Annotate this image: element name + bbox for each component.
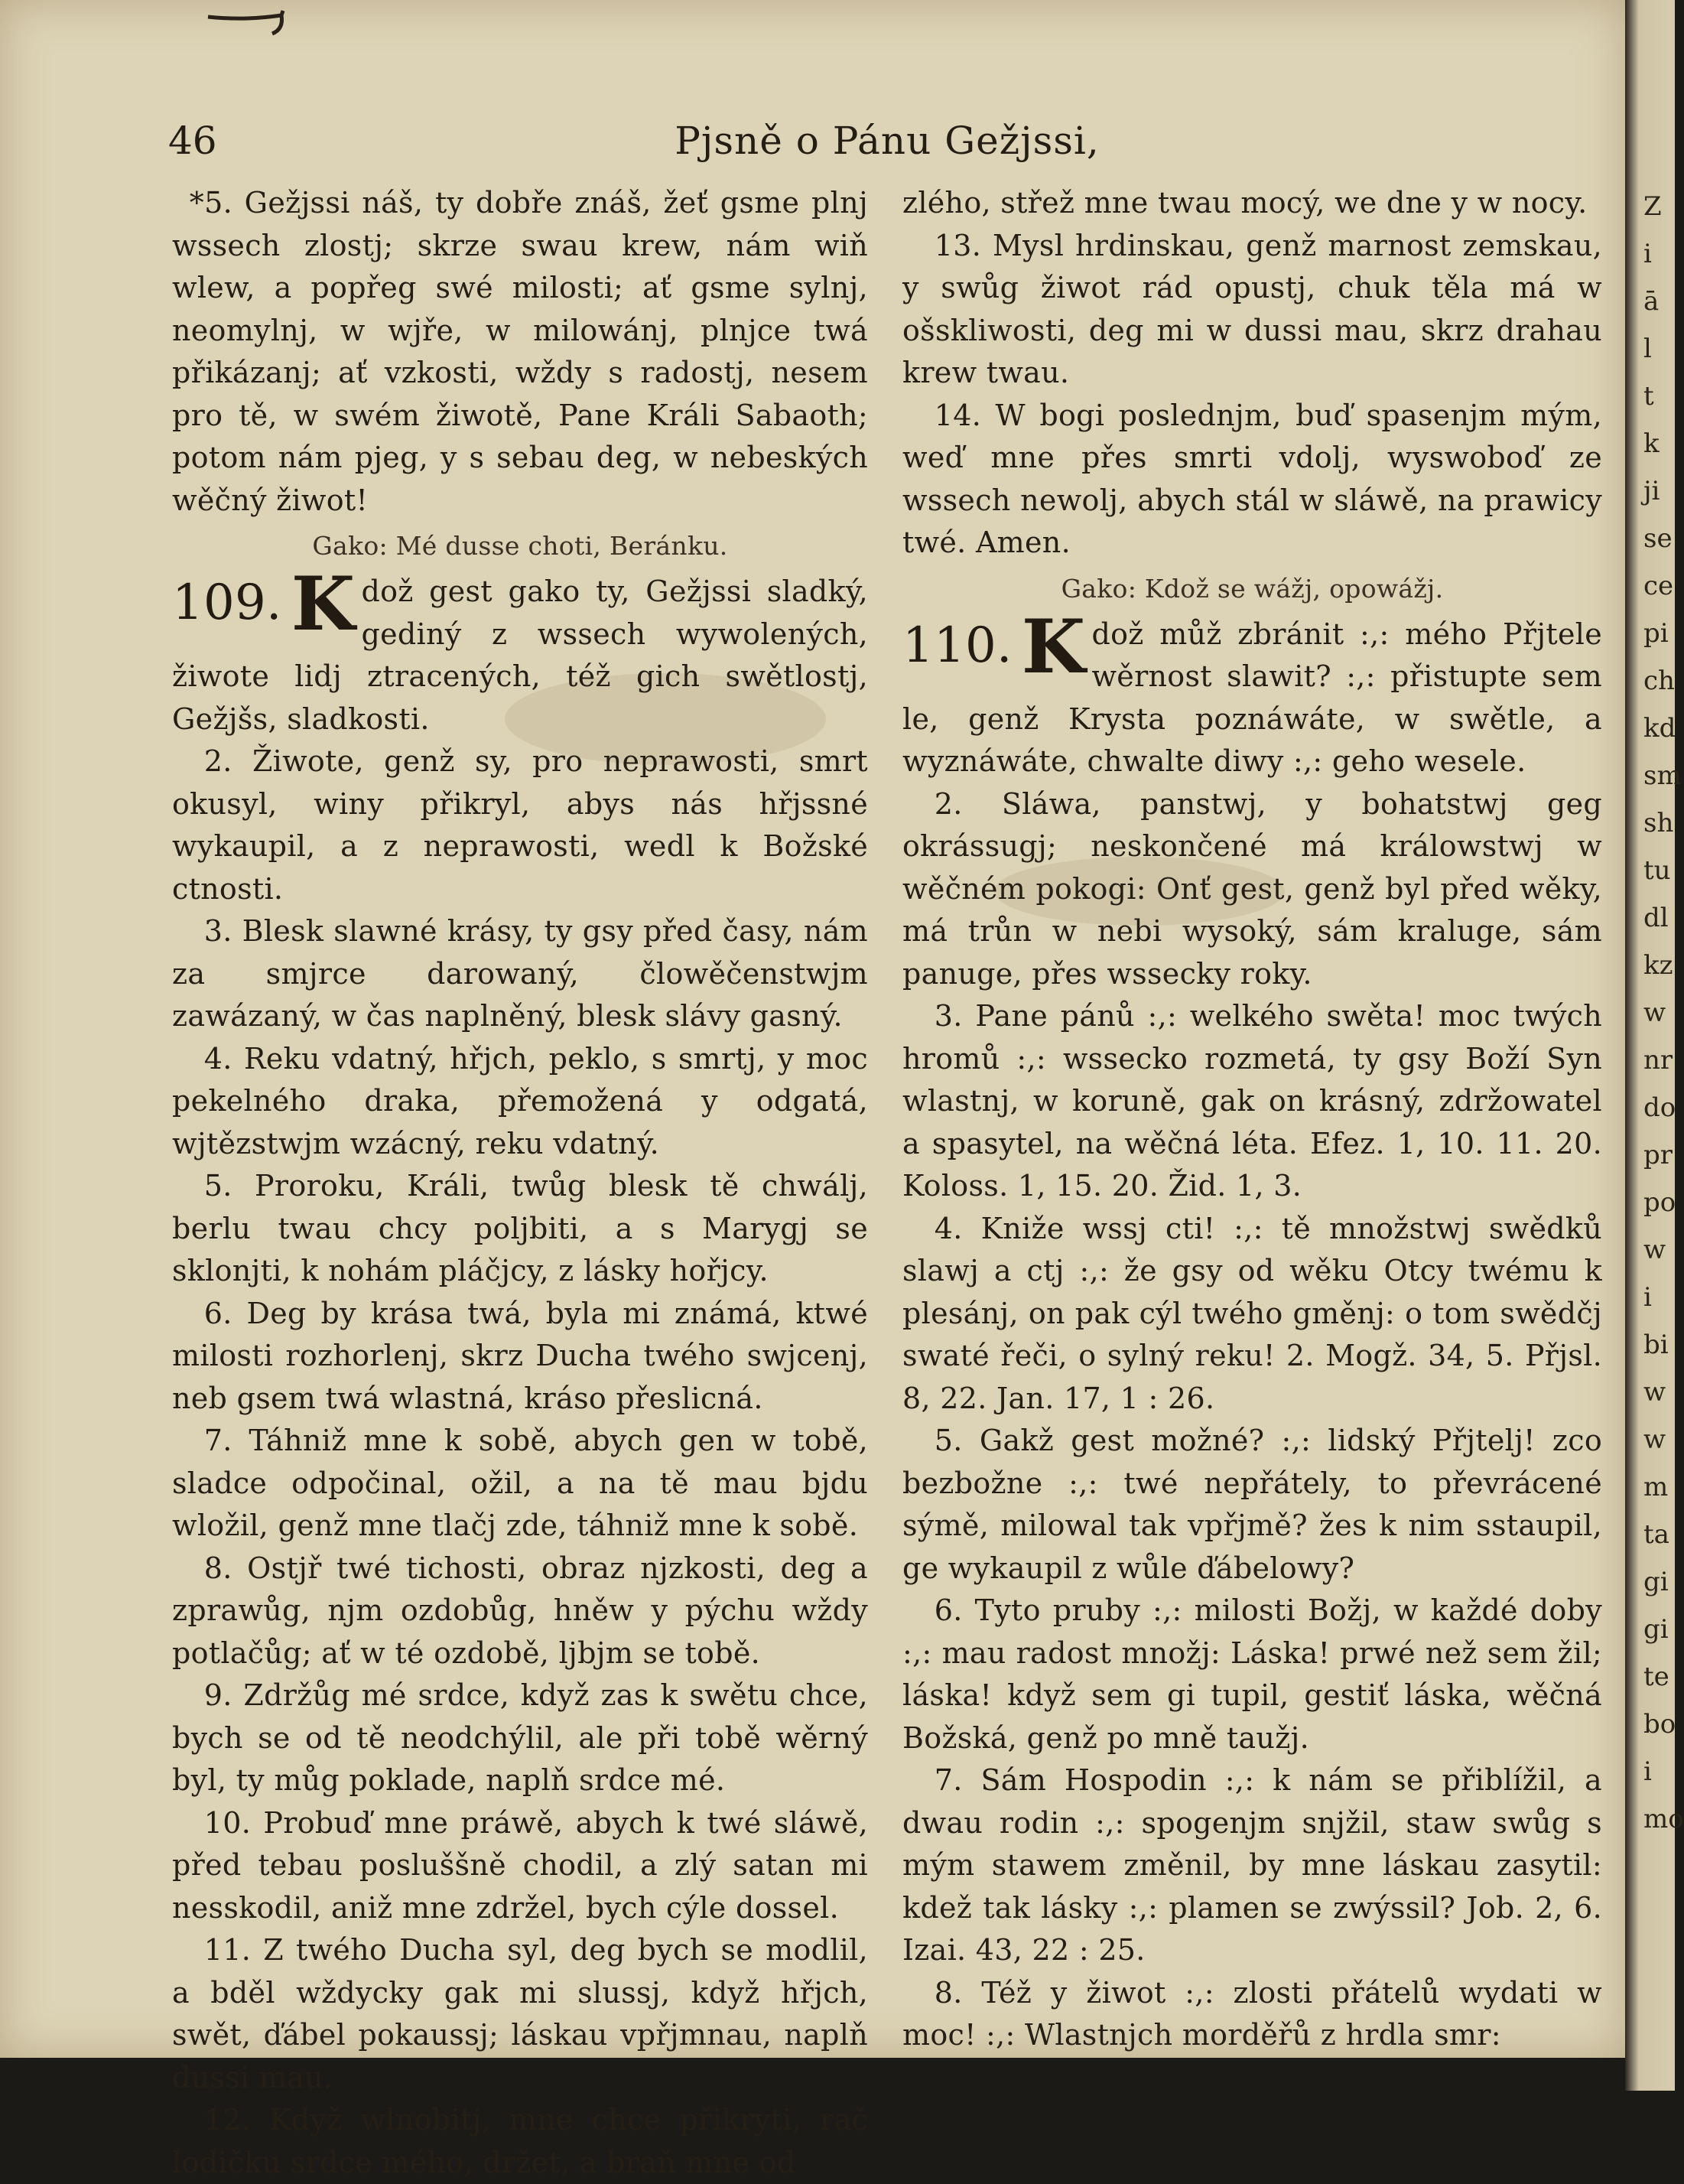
- next-page-fragment: i: [1643, 1756, 1652, 1787]
- stanza: 2. Žiwote, genž sy, pro neprawosti, smrt okusyl, winy přikryl, abys nás hřjssné wykaupil, a z neprawosti, wedl k Božské ctnosti.: [172, 744, 868, 906]
- next-page-fragment: bo: [1643, 1709, 1676, 1740]
- next-page-fragment: ā: [1643, 286, 1660, 317]
- stanza: 5. Gakž gest možné? :,: lidský Přjtelj! zco bezbožne :,: twé nepřátely, to převrácené sýmě, milowal tak vpřjmě? žes k nim sstaupil, ge wykaupil z wůle ďábelowy?: [902, 1424, 1602, 1585]
- hymn-first-stanza: dož můž zbránit :,: mého Přjtele wěrnost slawit? :,: přistupte sem le, genž Krysta poznáwáte, w swětle, a wyznáwáte, chwalte diwy :,: geho wesele.: [902, 617, 1602, 778]
- next-page-fragment: w: [1643, 998, 1666, 1028]
- next-page-fragment: mo: [1643, 1804, 1684, 1834]
- next-page-fragment: ch: [1643, 666, 1675, 696]
- stanza: 7. Sám Hospodin :,: k nám se přiblížil, a dwau rodin :,: spogenjm snjžil, staw swůg s mým stawem změnil, by mne láskau zasytil: kdež tak lásky :,: plamen se zwýssil? Job. 2, 6. Izai. 43, 22 : 25.: [902, 1763, 1602, 1967]
- stanza: 13. Mysl hrdinskau, genž marnost zemskau, y swůg žiwot rád opustj, chuk těla má w ošskliwosti, deg mi w dussi mau, skrz drahau krew twau.: [902, 228, 1602, 389]
- stanza: 4. Kniže wssj cti! :,: tě množstwj swědků slawj a ctj :,: že gsy od wěku Otcy twému k plesánj, on pak cýl twého gměnj: o tom swědčj swaté řeči, o sylný reku! 2. Mogž. 34, 5. Přjsl. 8, 22. Jan. 17, 1 : 26.: [902, 1211, 1602, 1415]
- stanza: 12. Když wlnobitj, mne chce přikryti, rač lodičku srdce mého, držet, a braň mne od: [172, 2103, 868, 2179]
- stanza: 8. Též y žiwot :,: zlosti přátelů wydati w moc! :,: Wlastnjch morděřů z hrdla smr:: [902, 1975, 1602, 2052]
- next-page-fragment: pr: [1643, 1140, 1673, 1170]
- drop-capital: K: [291, 561, 356, 647]
- next-page-fragment: w: [1643, 1235, 1666, 1265]
- left-column: [172, 182, 868, 2184]
- hymn-number: 110.: [902, 617, 1013, 674]
- next-page-fragment: se: [1643, 523, 1673, 554]
- next-page-fragment: ta: [1643, 1519, 1669, 1550]
- stanza: 6. Deg by krása twá, byla mi známá, ktwé milosti rozhorlenj, skrz Ducha twého swjcenj, neb gsem twá wlastná, kráso přeslicná.: [172, 1296, 868, 1415]
- next-page-fragment: m: [1643, 1472, 1669, 1502]
- stanza: 3. Pane pánů :,: welkého swěta! moc twých hromů :,: wssecko rozmetá, ty gsy Boží Syn wlastnj, w koruně, gak on krásný, zdržowatel a spasytel, na wěčná léta. Efez. 1, 10. 11. 20. Koloss. 1, 15. 20. Žid. 1, 3.: [902, 999, 1602, 1203]
- stanza-continuation: zlého, střež mne twau mocý, we dne y w nocy.: [902, 186, 1588, 220]
- stanza: 4. Reku vdatný, hřjch, peklo, s smrtj, y moc pekelného draka, přemožená y odgatá, wjtězstwjm wzácný, reku vdatný.: [172, 1041, 868, 1160]
- page-header: [168, 119, 1606, 164]
- next-page-fragment: kd: [1643, 713, 1676, 744]
- next-page-fragment: po: [1643, 1187, 1676, 1218]
- stanza: 5. Proroku, Králi, twůg blesk tě chwálj, berlu twau chcy poljbiti, a s Marygj se sklonjti, k nohám pláčjcy, z lásky hořjcy.: [172, 1169, 868, 1287]
- next-page-fragment: te: [1643, 1662, 1669, 1692]
- next-page-fragment: Z: [1643, 191, 1662, 222]
- right-column: [902, 182, 1602, 2057]
- ink-mark-icon: [206, 0, 298, 37]
- tune-indication: Gako: Mé dusse choti, Beránku.: [312, 531, 728, 561]
- next-page-fragment: i: [1643, 239, 1652, 269]
- next-page-fragment: dl: [1643, 903, 1669, 933]
- next-page-edge: [1625, 0, 1684, 2091]
- stanza: 6. Tyto pruby :,: milosti Božj, w každé doby :,: mau radost množj: Láska! prwé než sem žil; láska! když sem gi tupil, gestiť láska, wěčná Božská, genž po mně taužj.: [902, 1593, 1602, 1755]
- tune-indication: Gako: Kdož se wážj, opowážj.: [1061, 573, 1444, 604]
- stanza: *5. Gežjssi náš, ty dobře znáš, žeť gsme plnj wssech zlostj; skrze swau krew, nám wiň wlew, a popřeg swé milosti; ať gsme sylnj, neomylnj, w wjře, w milowánj, plnjce twá přikázanj; ať vzkosti, wždy s radostj, nesem pro tě, w swém žiwotě, Pane Králi Sabaoth; potom nám pjeg, y s sebau deg, w nebeských wěčný žiwot!: [172, 186, 868, 517]
- running-title: Pjsně o Pánu Gežjssi,: [675, 119, 1100, 163]
- next-page-fragment: bi: [1643, 1330, 1669, 1360]
- next-page-fragment: ce: [1643, 571, 1674, 601]
- hymn-first-stanza: dož gest gako ty, Gežjssi sladký, gediný z wssech wywolených, žiwote lidj ztracených, též gich swětlostj, Gežjšs, sladkosti.: [172, 574, 868, 736]
- next-page-fragment: w: [1643, 1377, 1666, 1408]
- next-page-fragment: sh: [1643, 808, 1674, 838]
- stanza: 3. Blesk slawné krásy, ty gsy před časy, nám za smjrce darowaný, člowěčenstwjm zawázaný, w čas naplněný, blesk slávy gasný.: [172, 914, 868, 1033]
- next-page-fragment: w: [1643, 1424, 1666, 1455]
- stanza: 8. Ostjř twé tichosti, obraz njzkosti, deg a zprawůg, njm ozdobůg, hněw y pýchu wždy potlačůg; ať w té ozdobě, ljbjm se tobě.: [172, 1551, 868, 1670]
- next-page-fragment: pi: [1643, 618, 1669, 649]
- next-page-fragment: l: [1643, 334, 1652, 364]
- next-page-fragment: gi: [1643, 1567, 1669, 1597]
- next-page-fragment: ji: [1643, 476, 1660, 506]
- stanza: 10. Probuď mne práwě, abych k twé sláwě, před tebau posluššně chodil, a zlý satan mi nesskodil, aniž mne zdržel, bych cýle dossel.: [172, 1805, 868, 1925]
- page-number: 46: [168, 119, 217, 163]
- next-page-fragment: tu: [1643, 855, 1671, 886]
- next-page-fragment: gi: [1643, 1614, 1669, 1645]
- next-page-fragment: t: [1643, 381, 1654, 412]
- next-page-fragment: do: [1643, 1092, 1676, 1123]
- next-page-fragment: sm: [1643, 760, 1682, 791]
- drop-capital: K: [1021, 603, 1086, 690]
- hymn-109-heading: [172, 561, 868, 740]
- stanza: 9. Zdržůg mé srdce, když zas k swětu chce, bych se od tě neodchýlil, ale při tobě wěrný byl, ty můg poklade, naplň srdce mé.: [172, 1678, 868, 1797]
- next-page-fragment: i: [1643, 1282, 1652, 1313]
- stanza: 14. W bogi poslednjm, buď spasenjm mým, weď mne přes smrti vdolj, wyswoboď ze wssech newolj, abych stál w sláwě, na prawicy twé. Amen.: [902, 398, 1602, 559]
- stanza: 7. Táhniž mne k sobě, abych gen w tobě, sladce odpočinal, ožil, a na tě mau bjdu wložil, genž mne tlačj zde, táhniž mne k sobě.: [172, 1424, 868, 1542]
- stanza: 2. Sláwa, panstwj, y bohatstwj geg okrássugj; neskončené má králowstwj w wěčném pokogi: Onť gest, genž byl před wěky, má trůn w nebi wysoký, sám kraluge, sám panuge, přes wssecky roky.: [902, 786, 1602, 991]
- stanza: 11. Z twého Ducha syl, deg bych se modlil, a bděl wždycky gak mi slussj, když hřjch, swět, ďábel pokaussj; láskau vpřjmnau, naplň dussi mau.: [172, 1933, 868, 2094]
- hymn-110-heading: [902, 603, 1602, 783]
- hymn-number: 109.: [172, 574, 282, 631]
- next-page-fragment: k: [1643, 428, 1660, 459]
- next-page-fragment: nr: [1643, 1045, 1673, 1076]
- next-page-fragment: kz: [1643, 950, 1673, 981]
